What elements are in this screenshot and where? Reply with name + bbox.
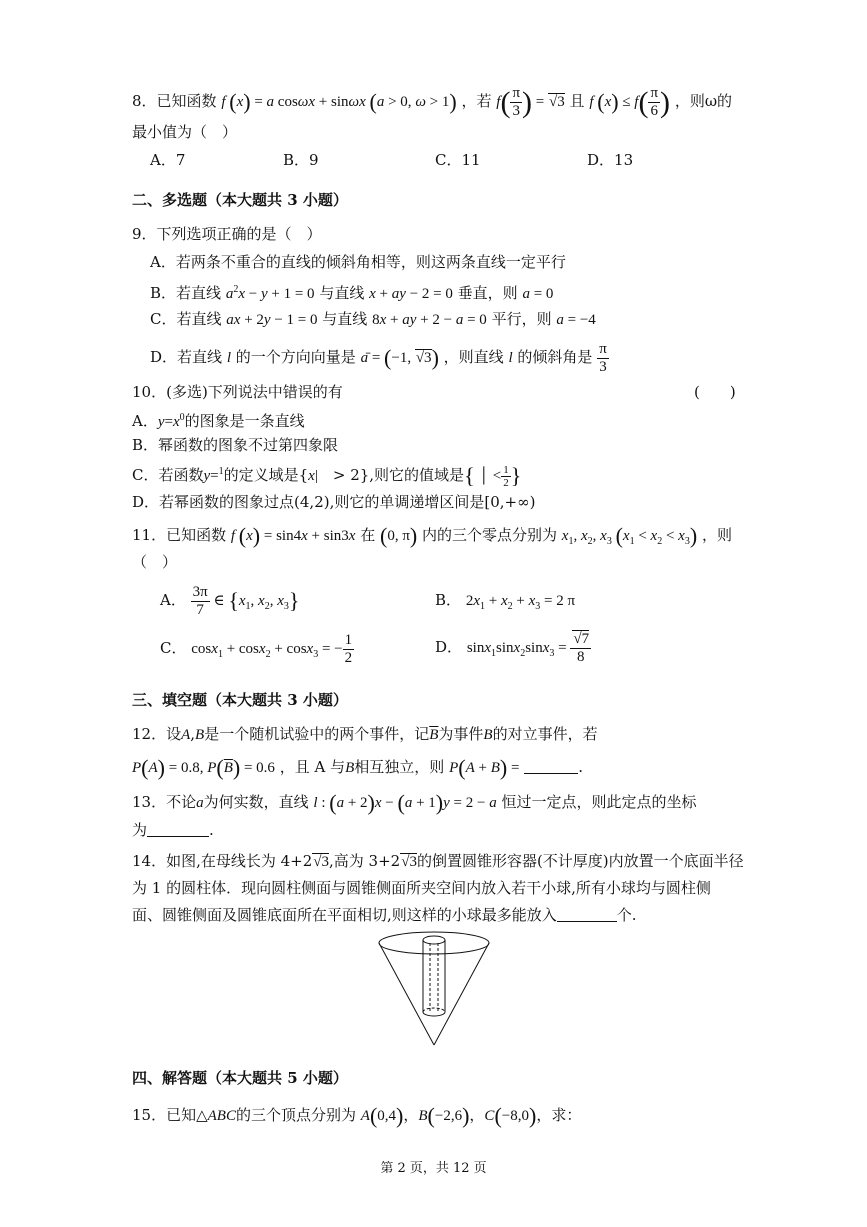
q9-stem: 9．下列选项正确的是（ ）	[132, 225, 322, 243]
q10-text: A．	[132, 412, 158, 430]
q8-formula: f (x) ≤ f( $\frac{\pi}{6}$ )	[589, 85, 671, 120]
q13-text: 13．不论	[132, 793, 197, 811]
q14-line1	[132, 851, 744, 872]
q9-formula: $\frac{\pi}{3}$	[599, 340, 607, 375]
q9-formula: $a^2x - y + 1 = 0$	[225, 284, 315, 302]
q11-option-b	[435, 590, 575, 617]
q12-formula: B	[195, 727, 205, 743]
q9-formula: ax + 2y − 1 = 0	[226, 312, 318, 328]
q9-formula: l	[226, 350, 231, 366]
q9-text: 的倾斜角是	[517, 348, 593, 366]
q9-text: 平行，则	[491, 310, 552, 328]
q8-text: 且	[569, 92, 585, 110]
q11-text: 11．已知函数	[132, 526, 227, 544]
q8-option-c: C．11	[435, 151, 481, 169]
q12-text: 是一个随机试验中的两个事件，记	[204, 725, 430, 743]
answer-blank[interactable]	[524, 773, 578, 774]
q10-option-d: D．若幂函数的图象过点(4,2),则它的单调递增区间是[0,+∞)	[132, 493, 536, 511]
q11-formula: (0, π)	[379, 523, 418, 548]
q12-text: 12．设	[132, 725, 182, 743]
q9-formula: x + ay − 2 = 0	[369, 286, 453, 302]
q8-option-b: B．9	[283, 151, 319, 169]
q10-text: C．若函数	[132, 466, 204, 484]
q9-option-b	[150, 280, 553, 304]
q12-formula: B	[345, 760, 355, 776]
q8-text: ，则ω的	[674, 92, 733, 110]
q14-text: 个.	[616, 906, 637, 924]
q11-formula: sinx$_1$sinx$_2$sinx$_3$ = $\frac{√7}{8}$	[466, 631, 590, 666]
q10-stem: 10．(多选)下列说法中错误的有	[132, 383, 343, 401]
q8-text: ，若	[461, 92, 492, 110]
q11-text: D．	[435, 638, 463, 656]
q13-formula: a	[196, 795, 204, 811]
q15-formula: ABC	[207, 1108, 236, 1124]
q12-text: ，且 A 与	[279, 758, 346, 776]
q11-option-a	[160, 582, 299, 625]
q8-formula: f (x) = a cosωx + sinωx (a > 0, ω > 1)	[221, 89, 457, 114]
q11-text: B．	[435, 591, 462, 609]
q13-text: 为	[132, 821, 148, 839]
q15-formula: A(0,4)，B(−2,6)，C(−8,0)	[360, 1103, 537, 1128]
q9-text: ，则直线	[443, 348, 504, 366]
q13-text: .	[209, 821, 214, 839]
q12-line1: 12．设A,B是一个随机试验中的两个事件，记$\overline{B}$为事件B的对立事件，若	[132, 725, 598, 743]
q10-option-b: B．幂函数的图象不过第四象限	[132, 436, 339, 454]
answer-blank[interactable]	[557, 921, 617, 922]
q12-text: 为事件	[438, 725, 484, 743]
q11-paren: （ ）	[132, 553, 178, 571]
q11-formula: $2x_1 + x_2 + x_3 = 2$ π	[465, 593, 576, 612]
q9-text: D．若直线	[150, 348, 223, 366]
q12-formula: A	[181, 727, 191, 743]
q11-option-c	[160, 630, 354, 673]
q9-formula: l	[508, 350, 513, 366]
q12-text: 相互独立，则	[354, 758, 445, 776]
q14-line3	[132, 905, 637, 925]
q14-text: 面、圆锥侧面及圆锥底面所在平面相切,则这样的小球最多能放入	[132, 906, 557, 924]
q10-text: > 2},则它的值域是	[332, 466, 465, 484]
q15-text: ，求：	[536, 1106, 582, 1124]
answer-blank[interactable]	[147, 836, 209, 837]
q10-option-c	[132, 462, 521, 489]
q13-text: 为何实数，直线	[203, 793, 309, 811]
q9-formula: ā = (−1, √3)	[360, 345, 439, 370]
q9-text: 与直线	[319, 284, 365, 302]
q9-text: 与直线	[322, 310, 368, 328]
q8-line2: 最小值为（ ）	[132, 123, 238, 141]
q14-line2: 为 1 的圆柱体．现向圆柱侧面与圆锥侧面所夹空间内放入若干小球,所有小球均与圆柱侧	[132, 879, 711, 897]
q10-formula: { │ < $\frac{1}{2}$ }	[464, 463, 522, 490]
q12-formula: $\overline{B}$	[429, 727, 439, 743]
q11-text: ，则	[701, 526, 732, 544]
q10-text: 的图象是一条直线	[184, 412, 305, 430]
q10-formula: x|	[308, 468, 333, 484]
q10-text: 的定义域是{	[223, 466, 309, 484]
q9-text: C．若直线	[150, 310, 222, 328]
q12-formula: P(A + B) =	[449, 755, 520, 780]
q12-text: .	[578, 758, 583, 776]
q10-formula: $y=x^0$	[157, 412, 185, 430]
q13-line2	[132, 820, 214, 840]
q11-formula: cosx$_1$ + cosx$_2$ + cosx$_3$ = − $\frac{1}{2}$	[191, 632, 353, 667]
q15-text: 15．已知△	[132, 1106, 208, 1124]
q14-text: 的倒置圆锥形容器(不计厚度)内放置一个底面半径	[416, 852, 744, 870]
q10-formula: y=$^1$	[203, 466, 224, 484]
q12-formula: B	[483, 727, 493, 743]
q9-option-a: A．若两条不重合的直线的倾斜角相等，则这两条直线一定平行	[150, 253, 566, 271]
q13-text: 恒过一定点，则此定点的坐标	[501, 793, 697, 811]
q14-formula: √3	[313, 854, 330, 870]
q12-formula: P(A) = 0.8, $P(\overline{B}) = 0.6$	[132, 755, 275, 780]
q12-line2	[132, 754, 583, 781]
q11-option-d	[435, 628, 591, 673]
q11-formula: f (x) = sin4x + sin3x	[230, 523, 356, 548]
q11-formula: $\frac{3\pi}{7}$ ∈ {$x_1$, $x_2$, $x_3$}	[192, 584, 300, 619]
q9-option-d	[150, 340, 609, 376]
q9-formula: 8x + ay + 2 − a = 0	[372, 312, 487, 328]
q11-text: C．	[160, 639, 187, 657]
q11-text: 内的三个零点分别为	[422, 526, 558, 544]
section-heading: 四、解答题（本大题共 5 小题）	[132, 1069, 348, 1087]
q8-formula: f( $\frac{\pi}{3}$ ) = √3	[496, 85, 565, 120]
q9-text: 垂直，则	[457, 284, 518, 302]
q14-formula: √3	[401, 854, 417, 870]
q10-option-a	[132, 408, 305, 432]
q11-formula: $x_1$, $x_2$, $x_3$ $(x_1 < x_2 < x_3)$	[561, 523, 698, 548]
q10-paren: ( )	[694, 383, 736, 401]
q13-line1	[132, 790, 697, 815]
section-heading: 二、多选题（本大题共 3 小题）	[132, 191, 348, 209]
q15-text: 的三个顶点分别为	[235, 1106, 356, 1124]
q14-text: 14．如图,在母线长为 4+2	[132, 852, 313, 870]
q9-text: 的一个方向向量是	[235, 348, 356, 366]
q8-line1	[132, 84, 732, 120]
page-footer: 第 2 页，共 12 页	[380, 1161, 487, 1176]
q13-formula: l : (a + 2)x − (a + 1)y = 2 − a	[313, 790, 497, 815]
q8-option-a: A．7	[150, 151, 186, 169]
q15-line1	[132, 1102, 581, 1129]
q9-option-c	[150, 309, 596, 330]
q14-text: ,高为 3+2	[329, 852, 401, 870]
q11-text: A．	[160, 591, 186, 609]
q8-text: 8．已知函数	[132, 92, 217, 110]
q9-formula: a = 0	[522, 286, 554, 302]
q9-formula: a = −4	[556, 312, 596, 328]
q11-line1	[132, 523, 732, 554]
q11-text: 在	[360, 526, 376, 544]
q8-option-d: D．13	[587, 151, 634, 169]
q12-text: 的对立事件，若	[492, 725, 598, 743]
cone-cylinder-figure	[372, 927, 502, 1047]
q9-text: B．若直线	[150, 284, 222, 302]
section-heading: 三、填空题（本大题共 3 小题）	[132, 691, 348, 709]
